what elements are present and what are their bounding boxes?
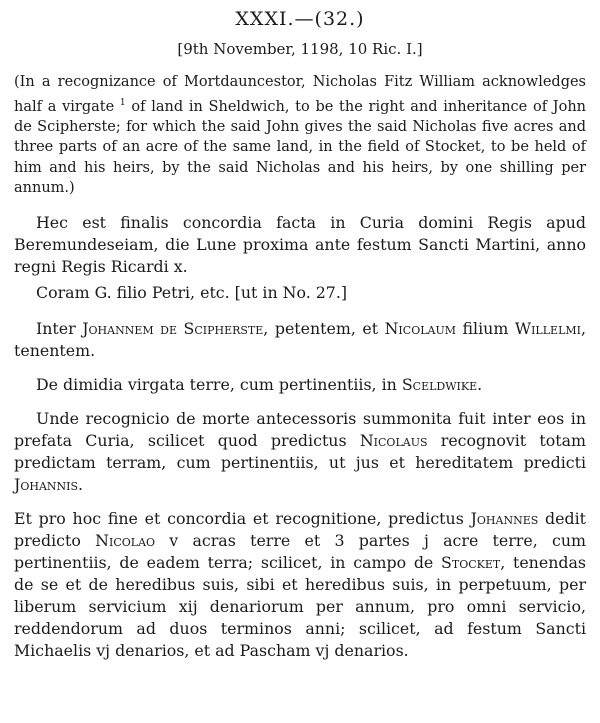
abstract-text-before: (In a recognizance of Mortdauncestor, Nicholas Fitz William acknowledges half a virgate	[14, 74, 586, 115]
fine-text-3: v acras terre et 3 partes j acre terre, cum pertinentiis, de eadem terra; scilicet, in campo de	[14, 531, 586, 572]
party-name-nicolaum: Nicolaum	[384, 319, 456, 338]
recognicio-text-3: .	[78, 475, 84, 494]
abstract-text-after: of land in Sheldwich, to be the right and inheritance of John de Scipherste; for which the said John gives the said Nicholas five acres and three parts of an acre of the same land, in the field of Stocket, to be held of him and his heirs, by the said Nicholas and his heirs, by one shilling per annum.)	[14, 98, 587, 197]
fine-text-2: dedit predicto	[14, 509, 586, 550]
property-text-1: De dimidia virgata terre, cum pertinentiis, in	[36, 375, 402, 394]
name-johannes: Johannes	[470, 509, 539, 528]
place-name-stocket: Stocket	[441, 553, 501, 572]
latin-paragraph-recognicio	[14, 408, 586, 496]
latin-paragraph-parties	[14, 318, 586, 362]
name-johannis: Johannis	[14, 475, 79, 494]
latin-paragraph-fine	[14, 508, 586, 662]
place-name-sceldwike: Sceldwike	[401, 375, 478, 394]
property-text-2: .	[477, 375, 483, 394]
parties-text-3: filium	[456, 319, 515, 338]
english-abstract	[14, 72, 586, 199]
parties-text-1: Inter	[36, 319, 83, 338]
charter-date: [9th November, 1198, 10 Ric. I.]	[177, 40, 423, 58]
party-name-willelmi: Willelmi	[514, 319, 581, 338]
latin-paragraph-property	[14, 374, 586, 396]
footnote-marker: 1	[119, 97, 126, 108]
latin-paragraph-coram: Coram G. filio Petri, etc. [ut in No. 27.]	[36, 283, 348, 302]
fine-text-1: Et pro hoc fine et concordia et recognitione, predictus	[14, 509, 471, 528]
parties-text-4: , tenentem.	[14, 319, 587, 360]
charter-number-heading: XXXI.—(32.)	[235, 8, 365, 30]
recognicio-text-1: Unde recognicio de morte antecessoris summonita fuit inter eos in prefata Curia, scilicet quod predictus	[14, 409, 586, 450]
parties-text-2: , petentem, et	[263, 319, 385, 338]
latin-paragraph-concordia: Hec est finalis concordia facta in Curia domini Regis apud Beremundeseiam, die Lune proxima ante festum Sancti Martini, anno regni Regis Ricardi x.	[14, 213, 586, 276]
party-name-johannes: Johannem de Scipherste	[82, 319, 264, 338]
recognicio-text-2: recognovit totam predictam terram, cum pertinentiis, ut jus et hereditatem predicti	[14, 431, 587, 472]
name-nicolaus: Nicolaus	[359, 431, 428, 450]
name-nicolao: Nicolao	[95, 531, 156, 550]
fine-text-4: , tenendas de se et de heredibus suis, sibi et heredibus suis, in perpetuum, per liberum servicium xij denariorum per annum, pro omni servicio, reddendorum ad duos terminos anni; scilicet, ad festum Sancti Michaelis vj denarios, et ad Pascham vj denarios.	[14, 553, 587, 660]
